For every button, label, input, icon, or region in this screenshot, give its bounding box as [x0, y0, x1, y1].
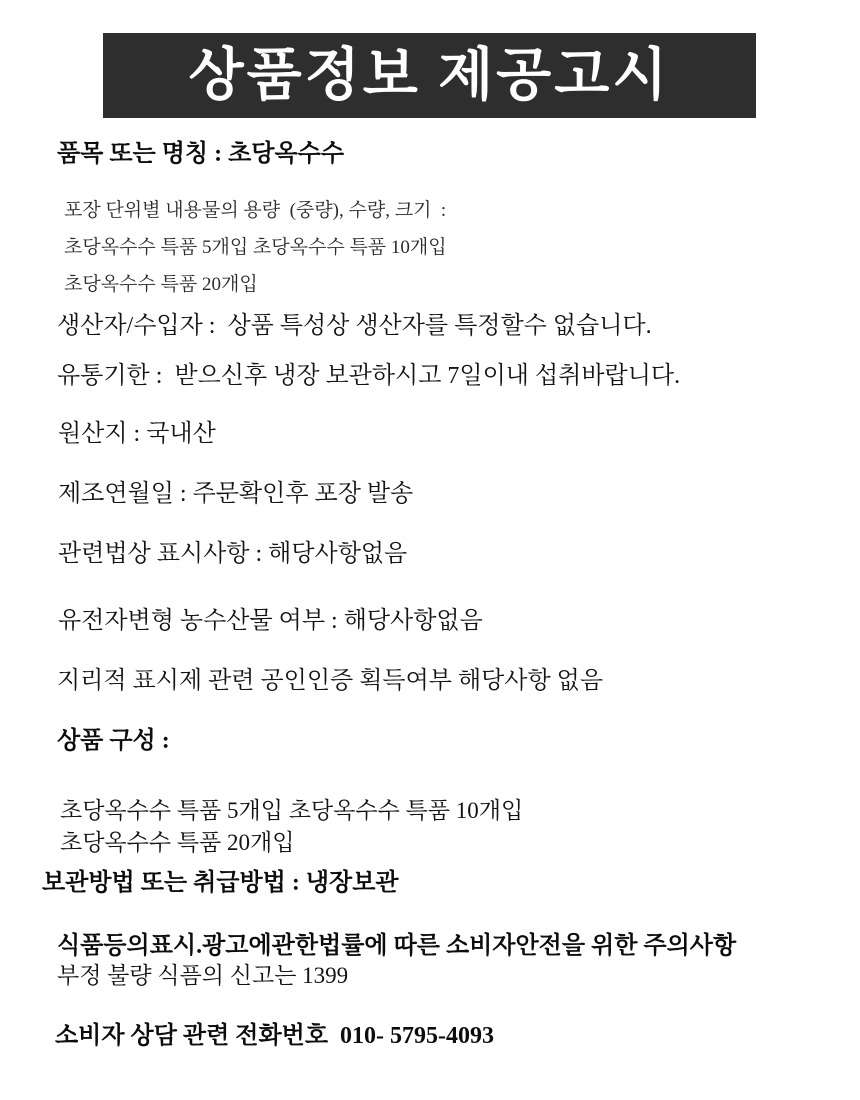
legal-marking-line: 관련법상 표시사항 : 해당사항없음 — [58, 541, 408, 567]
manufacture-date-line: 제조연월일 : 주문확인후 포장 발송 — [58, 481, 414, 507]
composition-label: 상품 구성 : — [57, 728, 170, 754]
origin-line: 원산지 : 국내산 — [58, 421, 216, 447]
gmo-line: 유전자변형 농수산물 여부 : 해당사항없음 — [58, 608, 483, 634]
item-name-line: 품목 또는 명칭 : 초당옥수수 — [57, 141, 345, 167]
producer-line: 생산자/수입자 : 상품 특성상 생산자를 특정할수 없습니다. — [57, 313, 652, 339]
customer-contact-line: 소비자 상담 관련 전화번호 010- 5795-4093 — [55, 1023, 495, 1049]
notice-header-banner — [103, 33, 756, 118]
safety-title-line: 식품등의표시.광고에관한법률에 따른 소비자안전을 위한 주의사항 — [57, 933, 737, 959]
shelf-life-line: 유통기한 : 받으신후 냉장 보관하시고 7일이내 섭취바랍니다. — [57, 363, 681, 389]
report-hotline-line: 부정 불량 식픔의 신고는 1399 — [57, 963, 349, 988]
geo-certification-line: 지리적 표시제 관련 공인인증 획득여부 해당사항 없음 — [57, 668, 604, 694]
composition-line2: 초당옥수수 특품 20개입 — [60, 830, 295, 855]
package-volume-line1: 초당옥수수 특품 5개입 초당옥수수 특품 10개입 — [64, 237, 447, 258]
storage-line: 보관방법 또는 취급방법 : 냉장보관 — [42, 870, 399, 896]
notice-title: 상품정보 제공고시 — [188, 44, 671, 107]
package-volume-label: 포장 단위별 내용물의 용량 (중량), 수량, 크기 : — [64, 200, 447, 221]
package-volume-line2: 초당옥수수 특품 20개입 — [64, 274, 258, 295]
composition-line1: 초당옥수수 특품 5개입 초당옥수수 특품 10개입 — [60, 798, 524, 823]
